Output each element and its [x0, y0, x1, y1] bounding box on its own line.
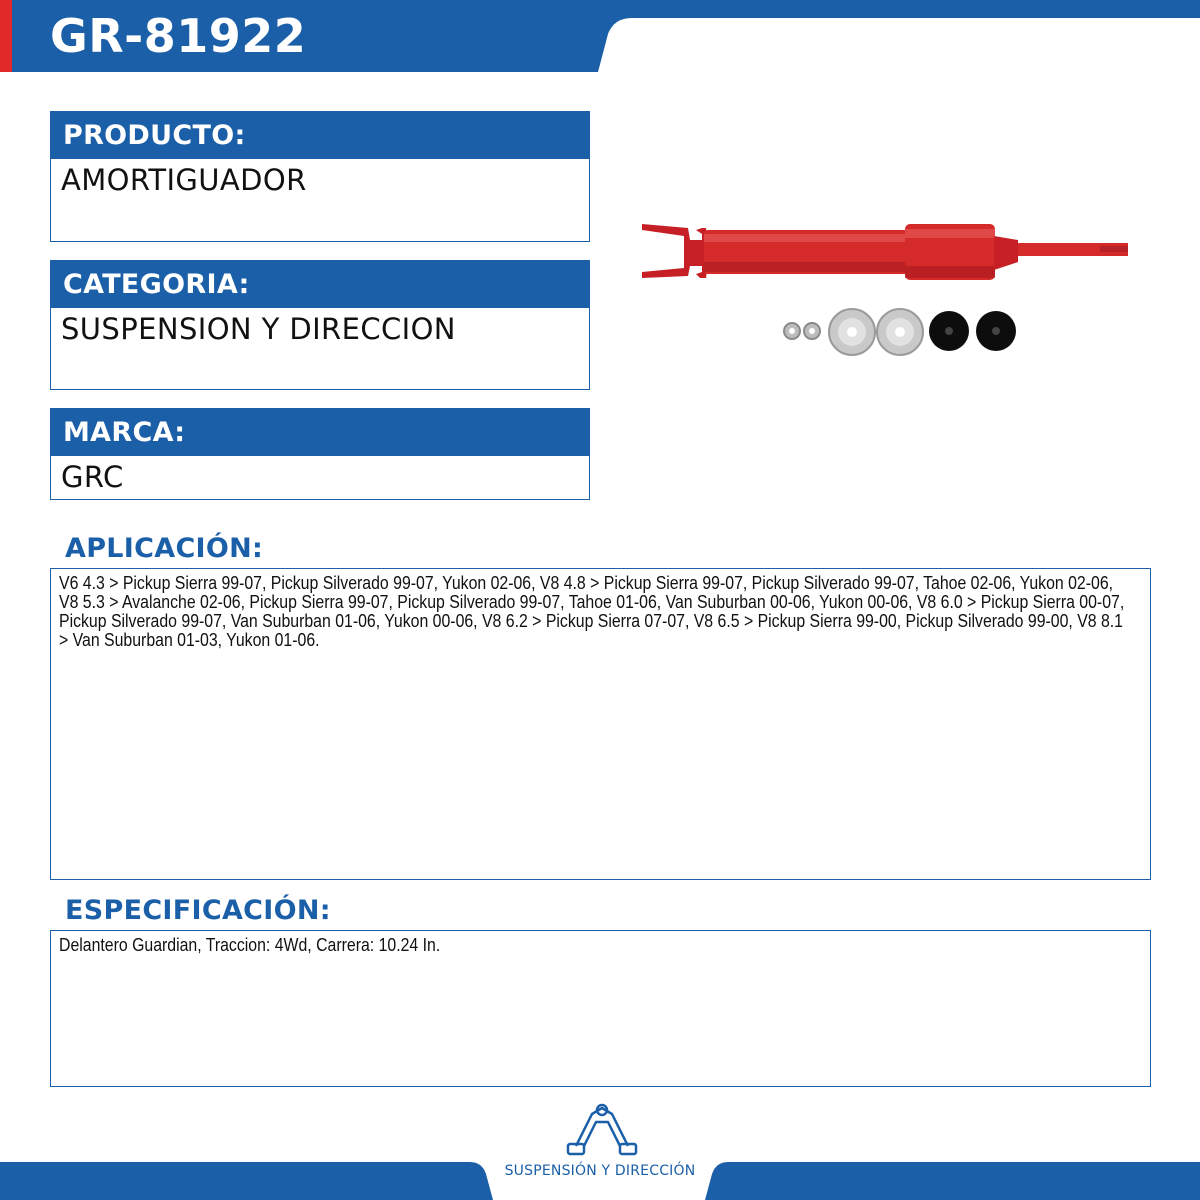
- especificacion-title: ESPECIFICACIÓN:: [65, 895, 331, 926]
- aplicacion-text: V6 4.3 > Pickup Sierra 99-07, Pickup Silverado 99-07, Yukon 02-06, V8 4.8 > Pickup Sierra 99-07, Pickup Silverado 99-07, Tahoe 02-06, Yukon 02-06, V8 5.3 > Avalanche 02-06, Pickup Sierra 99-07, Pickup Silverado 99-07, Tahoe 01-06, Van Suburban 00-06, Yukon 00-06, V8 6.0 > Pickup Sierra 00-07, Pickup Silverado 99-07, Van Suburban 01-06, Yukon 00-06, V8 6.2 > Pickup Sierra 07-07, V8 6.5 > Pickup Sierra 99-00, Pickup Silverado 99-00, V8 8.1 > Van Suburban 01-03, Yukon 01-06.: [59, 573, 1125, 650]
- producto-header: [51, 112, 589, 159]
- categoria-label: CATEGORIA:: [63, 268, 250, 300]
- aplicacion-title: APLICACIÓN:: [65, 533, 264, 564]
- shock-absorber-icon: [630, 200, 1140, 370]
- marca-field: [50, 408, 590, 500]
- part-number-title: GR-81922: [50, 9, 307, 63]
- especificacion-box: [50, 930, 1151, 1087]
- producto-field: [50, 111, 590, 242]
- categoria-field: [50, 260, 590, 390]
- categoria-value: SUSPENSION Y DIRECCION: [61, 312, 456, 346]
- producto-label: PRODUCTO:: [63, 119, 246, 151]
- marca-value: GRC: [61, 460, 124, 494]
- control-arm-icon: [562, 1100, 642, 1160]
- especificacion-text: Delantero Guardian, Traccion: 4Wd, Carrera: 10.24 In.: [59, 935, 441, 955]
- producto-value: AMORTIGUADOR: [61, 163, 307, 197]
- marca-label: MARCA:: [63, 416, 186, 448]
- aplicacion-box: [50, 568, 1151, 880]
- categoria-header: [51, 261, 589, 308]
- marca-header: [51, 409, 589, 456]
- footer-category-label: SUSPENSIÓN Y DIRECCIÓN: [504, 1163, 696, 1179]
